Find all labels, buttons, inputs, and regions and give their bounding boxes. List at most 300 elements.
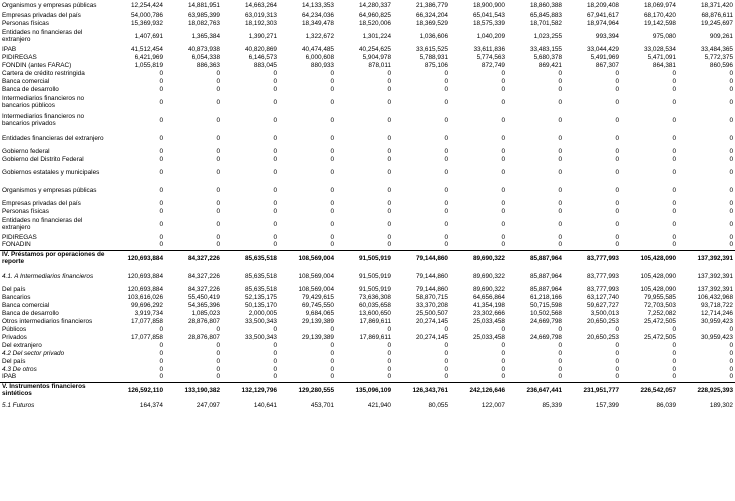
value-cell: 85,635,518: [222, 250, 279, 268]
table-row: [0, 200, 735, 208]
value-cell: 0: [387, 155, 391, 163]
value-cell: 5,680,378: [533, 53, 562, 61]
value-cell: 0: [729, 69, 733, 77]
value-cell: 84,327,226: [188, 285, 220, 293]
value-cell: 33,483,155: [530, 45, 562, 53]
value-cell: 0: [216, 85, 220, 93]
value-cell: 58,870,715: [416, 293, 448, 301]
value-cell: 0: [444, 134, 448, 142]
value-cell: 0: [216, 357, 220, 365]
value-cell: 0: [387, 241, 391, 249]
value-cell: 0: [621, 374, 678, 382]
value-cell: 33,500,343: [245, 317, 277, 325]
value-cell: 0: [501, 220, 505, 228]
value-cell: 0: [558, 134, 562, 142]
row-label: PIDIREGAS: [2, 233, 37, 241]
value-cell: 0: [615, 349, 619, 357]
row-label: FONADIN: [2, 241, 31, 249]
value-cell: 0: [216, 147, 220, 155]
value-cell: 6,000,608: [305, 53, 334, 61]
value-cell: 0: [387, 77, 391, 85]
value-cell: 1,301,224: [362, 32, 391, 40]
value-cell: 50,135,170: [245, 301, 277, 309]
value-cell: 0: [444, 220, 448, 228]
value-cell: 29,139,389: [302, 317, 334, 325]
value-cell: 17,869,611: [359, 317, 391, 325]
table-row: [0, 54, 735, 62]
value-cell: 66,324,204: [416, 11, 448, 19]
value-cell: 105,428,090: [640, 272, 676, 280]
table-row: [0, 334, 735, 342]
value-cell: 79,144,860: [393, 250, 450, 268]
value-cell: 0: [273, 155, 277, 163]
value-cell: 0: [330, 85, 334, 93]
value-cell: 0: [729, 98, 733, 106]
row-label: Gobierno del Distrito Federal: [2, 155, 84, 163]
value-cell: 3,919,734: [134, 309, 163, 317]
value-cell: 14,280,337: [359, 1, 391, 9]
value-cell: 0: [615, 365, 619, 373]
row-label: Personas físicas: [2, 19, 49, 27]
value-cell: 85,635,518: [245, 272, 277, 280]
value-cell: 0: [330, 341, 334, 349]
value-cell: 0: [444, 77, 448, 85]
value-cell: 0: [678, 374, 735, 382]
value-cell: 0: [444, 168, 448, 176]
value-cell: 18,974,964: [587, 19, 619, 27]
value-cell: 18,209,408: [587, 1, 619, 9]
value-cell: 0: [387, 365, 391, 373]
table-row: [0, 318, 735, 326]
value-cell: 867,307: [595, 61, 619, 69]
value-cell: 83,777,993: [587, 272, 619, 280]
value-cell: 0: [387, 116, 391, 124]
value-cell: 0: [444, 116, 448, 124]
value-cell: 33,370,208: [416, 301, 448, 309]
row-label: Banca de desarrollo: [2, 309, 59, 317]
value-cell: 18,192,303: [245, 19, 277, 27]
value-cell: 157,399: [595, 401, 619, 409]
row-label: 4.3 De otros: [2, 365, 37, 373]
value-cell: 0: [387, 357, 391, 365]
value-cell: 137,392,391: [697, 272, 733, 280]
row-label: Banca de desarrollo: [2, 85, 59, 93]
value-cell: 33,028,534: [644, 45, 676, 53]
value-cell: 0: [387, 168, 391, 176]
value-cell: 226,542,057: [640, 386, 676, 394]
value-cell: 0: [729, 199, 733, 207]
table-row: [0, 94, 735, 112]
value-cell: 0: [444, 85, 448, 93]
value-cell: 30,959,423: [701, 317, 733, 325]
value-cell: 0: [729, 134, 733, 142]
value-cell: 18,371,420: [701, 1, 733, 9]
value-cell: 7,252,082: [647, 309, 676, 317]
value-cell: 85,887,964: [530, 272, 562, 280]
value-cell: 1,023,255: [533, 32, 562, 40]
value-cell: 0: [672, 147, 676, 155]
value-cell: 83,777,993: [587, 285, 619, 293]
value-cell: 20,650,253: [587, 317, 619, 325]
value-cell: 18,369,529: [416, 19, 448, 27]
value-cell: 0: [330, 116, 334, 124]
value-cell: 0: [501, 85, 505, 93]
value-cell: 0: [558, 155, 562, 163]
value-cell: 137,392,391: [678, 250, 735, 268]
value-cell: 0: [444, 349, 448, 357]
value-cell: 0: [216, 207, 220, 215]
value-cell: 0: [216, 349, 220, 357]
value-cell: 132,129,796: [241, 386, 277, 394]
value-cell: 0: [159, 233, 163, 241]
value-cell: 0: [672, 233, 676, 241]
value-cell: 0: [216, 220, 220, 228]
value-cell: 0: [615, 134, 619, 142]
value-cell: 5,774,563: [476, 53, 505, 61]
value-cell: 875,106: [424, 61, 448, 69]
value-cell: 0: [387, 325, 391, 333]
value-cell: 108,569,004: [279, 250, 336, 268]
value-cell: 0: [615, 207, 619, 215]
row-label: Públicos: [2, 325, 27, 333]
value-cell: 0: [672, 98, 676, 106]
table-row: [0, 62, 735, 70]
value-cell: 18,082,763: [188, 19, 220, 27]
value-cell: 0: [501, 341, 505, 349]
value-cell: 0: [273, 241, 277, 249]
value-cell: 0: [558, 241, 562, 249]
value-cell: 886,363: [196, 61, 220, 69]
value-cell: 0: [672, 241, 676, 249]
value-cell: 28,876,807: [188, 333, 220, 341]
value-cell: 59,627,727: [587, 301, 619, 309]
value-cell: 0: [558, 365, 562, 373]
value-cell: 0: [444, 186, 448, 194]
value-cell: 2,000,005: [248, 309, 277, 317]
value-cell: 0: [216, 365, 220, 373]
value-cell: 0: [615, 325, 619, 333]
value-cell: 50,715,598: [530, 301, 562, 309]
value-cell: 126,343,761: [412, 386, 448, 394]
value-cell: 103,616,026: [127, 293, 163, 301]
value-cell: 0: [387, 349, 391, 357]
value-cell: 0: [558, 199, 562, 207]
value-cell: 0: [615, 341, 619, 349]
value-cell: 0: [672, 357, 676, 365]
value-cell: 0: [672, 341, 676, 349]
value-cell: 0: [216, 325, 220, 333]
value-cell: 0: [273, 77, 277, 85]
value-cell: 0: [729, 168, 733, 176]
value-cell: 68,170,420: [644, 11, 676, 19]
value-cell: 0: [501, 233, 505, 241]
row-label: Bancarios: [2, 293, 31, 301]
value-cell: 0: [159, 207, 163, 215]
value-cell: 0: [159, 199, 163, 207]
value-cell: 0: [558, 220, 562, 228]
value-cell: 0: [672, 155, 676, 163]
value-cell: 69,745,550: [302, 301, 334, 309]
value-cell: 0: [444, 341, 448, 349]
value-cell: 18,575,339: [473, 19, 505, 27]
row-label: V. Instrumentos financieros sintéticos: [2, 383, 86, 398]
value-cell: 0: [615, 241, 619, 249]
value-cell: 164,374: [139, 401, 163, 409]
value-cell: 0: [216, 186, 220, 194]
row-label: IV. Préstamos por operaciones de reporte: [0, 250, 108, 268]
value-cell: 0: [159, 365, 163, 373]
value-cell: 40,474,485: [302, 45, 334, 53]
value-cell: 0: [393, 374, 450, 382]
value-cell: 0: [615, 85, 619, 93]
value-cell: 0: [159, 116, 163, 124]
value-cell: 5,471,091: [647, 53, 676, 61]
value-cell: 869,421: [538, 61, 562, 69]
value-cell: 13,600,650: [359, 309, 391, 317]
value-cell: 60,035,658: [359, 301, 391, 309]
value-cell: 0: [387, 134, 391, 142]
value-cell: 0: [615, 98, 619, 106]
value-cell: 0: [672, 116, 676, 124]
value-cell: 89,690,322: [473, 285, 505, 293]
row-label: PIDIREGAS: [2, 53, 37, 61]
value-cell: 0: [444, 357, 448, 365]
value-cell: 0: [159, 341, 163, 349]
value-cell: 0: [444, 365, 448, 373]
value-cell: 33,500,343: [245, 333, 277, 341]
value-cell: 1,040,209: [476, 32, 505, 40]
value-cell: 1,055,819: [134, 61, 163, 69]
value-cell: 18,860,388: [530, 1, 562, 9]
value-cell: 1,365,384: [191, 32, 220, 40]
value-cell: 975,080: [652, 32, 676, 40]
value-cell: 0: [558, 341, 562, 349]
value-cell: 0: [330, 77, 334, 85]
row-label: Privados: [2, 333, 27, 341]
value-cell: 0: [501, 147, 505, 155]
value-cell: 0: [159, 147, 163, 155]
row-label: Banca comercial: [2, 301, 50, 309]
value-cell: 0: [387, 341, 391, 349]
row-label: Empresas privadas del país: [2, 199, 81, 207]
row-label: 4.2 Del sector privado: [2, 349, 65, 357]
value-cell: 0: [558, 69, 562, 77]
value-cell: 6,421,969: [134, 53, 163, 61]
value-cell: 68,876,611: [701, 11, 733, 19]
value-cell: 0: [330, 168, 334, 176]
value-cell: 0: [564, 374, 621, 382]
value-cell: 0: [273, 199, 277, 207]
value-cell: 135,096,109: [355, 386, 391, 394]
value-cell: 0: [330, 69, 334, 77]
value-cell: 0: [159, 98, 163, 106]
value-cell: 0: [387, 147, 391, 155]
value-cell: 0: [501, 349, 505, 357]
table-row: [0, 250, 735, 268]
value-cell: 23,302,666: [473, 309, 505, 317]
value-cell: 0: [615, 147, 619, 155]
value-cell: 79,144,860: [416, 272, 448, 280]
value-cell: 65,041,543: [473, 11, 505, 19]
value-cell: 63,985,399: [188, 11, 220, 19]
value-cell: 1,322,672: [305, 32, 334, 40]
value-cell: 0: [336, 374, 393, 382]
value-cell: 0: [615, 168, 619, 176]
value-cell: 0: [387, 233, 391, 241]
value-cell: 0: [615, 233, 619, 241]
value-cell: 0: [615, 220, 619, 228]
value-cell: 72,703,503: [644, 301, 676, 309]
value-cell: 0: [216, 168, 220, 176]
table-row: [0, 294, 735, 302]
value-cell: 0: [558, 98, 562, 106]
value-cell: 0: [330, 207, 334, 215]
value-cell: 0: [501, 168, 505, 176]
value-cell: 33,615,525: [416, 45, 448, 53]
value-cell: 120,693,884: [108, 250, 165, 268]
row-label: Gobiernos estatales y municipales: [2, 168, 100, 176]
value-cell: 18,701,582: [530, 19, 562, 27]
row-label: Del país: [2, 357, 26, 365]
value-cell: 0: [216, 341, 220, 349]
value-cell: 0: [159, 85, 163, 93]
value-cell: 0: [330, 357, 334, 365]
value-cell: 64,234,036: [302, 11, 334, 19]
value-cell: 19,245,697: [701, 19, 733, 27]
value-cell: 0: [330, 241, 334, 249]
value-cell: 17,077,858: [131, 333, 163, 341]
value-cell: 0: [501, 357, 505, 365]
value-cell: 0: [444, 98, 448, 106]
value-cell: 84,327,226: [165, 250, 222, 268]
value-cell: 0: [501, 155, 505, 163]
value-cell: 0: [387, 98, 391, 106]
value-cell: 25,500,507: [416, 309, 448, 317]
value-cell: 0: [729, 147, 733, 155]
value-cell: 0: [444, 241, 448, 249]
value-cell: 0: [330, 233, 334, 241]
value-cell: 0: [273, 186, 277, 194]
value-cell: 0: [216, 69, 220, 77]
value-cell: 54,000,786: [131, 11, 163, 19]
value-cell: 0: [216, 134, 220, 142]
value-cell: 0: [558, 233, 562, 241]
value-cell: 33,044,429: [587, 45, 619, 53]
value-cell: 0: [330, 220, 334, 228]
value-cell: 0: [615, 69, 619, 77]
value-cell: 0: [165, 374, 222, 382]
table-row: [0, 216, 735, 234]
value-cell: 0: [501, 69, 505, 77]
value-cell: 453,701: [310, 401, 334, 409]
value-cell: 15,369,932: [131, 19, 163, 27]
value-cell: 231,951,777: [583, 386, 619, 394]
value-cell: 126,592,110: [127, 386, 163, 394]
value-cell: 1,390,271: [248, 32, 277, 40]
value-cell: 0: [330, 199, 334, 207]
value-cell: 0: [273, 69, 277, 77]
value-cell: 6,054,338: [191, 53, 220, 61]
value-cell: 73,636,308: [359, 293, 391, 301]
row-label: Entidades no financieras del extranjero: [2, 29, 83, 43]
value-cell: 41,512,454: [131, 45, 163, 53]
value-cell: 99,696,292: [131, 301, 163, 309]
row-label: Banca comercial: [2, 77, 50, 85]
value-cell: 0: [672, 168, 676, 176]
value-cell: 18,349,478: [302, 19, 334, 27]
value-cell: 133,190,382: [184, 386, 220, 394]
value-cell: 14,663,264: [245, 1, 277, 9]
value-cell: 0: [273, 357, 277, 365]
value-cell: 0: [501, 207, 505, 215]
value-cell: 41,354,198: [473, 301, 505, 309]
row-label: Organismos y empresas públicas: [2, 186, 97, 194]
value-cell: 33,611,836: [473, 45, 505, 53]
table-row: [0, 310, 735, 318]
value-cell: 0: [159, 77, 163, 85]
value-cell: 20,274,145: [416, 317, 448, 325]
value-cell: 18,069,974: [644, 1, 676, 9]
value-cell: 0: [615, 116, 619, 124]
value-cell: 0: [615, 77, 619, 85]
value-cell: 91,505,919: [359, 285, 391, 293]
value-cell: 18,520,006: [359, 19, 391, 27]
value-cell: 84,327,226: [188, 272, 220, 280]
value-cell: 10,502,568: [530, 309, 562, 317]
value-cell: 89,690,322: [473, 272, 505, 280]
value-cell: 85,887,964: [507, 250, 564, 268]
table-row: [0, 268, 735, 286]
value-cell: 0: [729, 233, 733, 241]
value-cell: 0: [273, 98, 277, 106]
value-cell: 0: [216, 116, 220, 124]
value-cell: 0: [729, 220, 733, 228]
row-label: IPAB: [2, 45, 17, 53]
value-cell: 61,218,166: [530, 293, 562, 301]
value-cell: 0: [729, 155, 733, 163]
value-cell: 0: [501, 199, 505, 207]
table-row: [0, 70, 735, 78]
value-cell: 19,142,598: [644, 19, 676, 27]
value-cell: 14,881,951: [188, 1, 220, 9]
value-cell: 0: [729, 116, 733, 124]
value-cell: 0: [159, 241, 163, 249]
value-cell: 120,693,884: [127, 272, 163, 280]
value-cell: 0: [558, 147, 562, 155]
value-cell: 85,887,964: [530, 285, 562, 293]
value-cell: 33,484,365: [701, 45, 733, 53]
value-cell: 0: [330, 365, 334, 373]
value-cell: 0: [615, 199, 619, 207]
value-cell: 0: [729, 241, 733, 249]
value-cell: 79,429,615: [302, 293, 334, 301]
value-cell: 0: [216, 241, 220, 249]
value-cell: 0: [444, 199, 448, 207]
value-cell: 40,254,625: [359, 45, 391, 53]
value-cell: 105,428,090: [640, 285, 676, 293]
value-cell: 0: [387, 186, 391, 194]
table-row: [0, 242, 735, 250]
table-row: [0, 28, 735, 46]
value-cell: 6,146,573: [248, 53, 277, 61]
row-label: Intermediarios financieros no bancarios públicos: [2, 95, 85, 109]
value-cell: 0: [444, 155, 448, 163]
value-cell: 129,280,555: [298, 386, 334, 394]
value-cell: 0: [672, 325, 676, 333]
value-cell: 0: [672, 220, 676, 228]
value-cell: 18,900,900: [473, 1, 505, 9]
value-cell: 0: [330, 349, 334, 357]
